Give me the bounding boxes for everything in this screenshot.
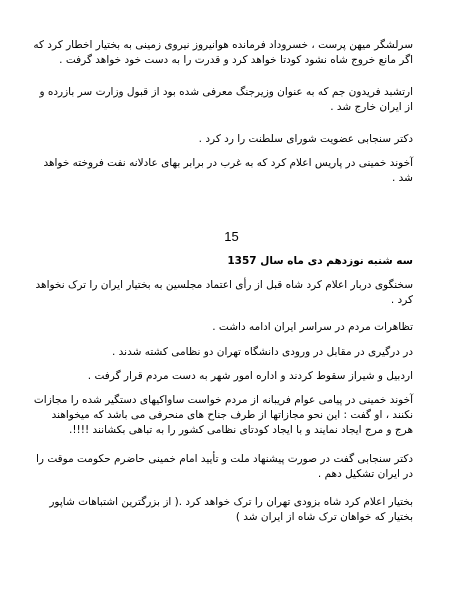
paragraph-university-clash [45,345,413,360]
paragraph-line: ارتشبد فریدون جم که به عنوان وزیرجنگ معرفی شده بود از قبول وزارت سر بازرده و [39,86,413,98]
paragraph-line: تظاهرات مردم در سراسر ایران ادامه داشت . [212,321,413,333]
paragraph-sanjabi-council [45,132,413,147]
paragraph-demonstrations [45,320,413,335]
paragraph-line: سرلشگر میهن پرست ، خسروداد فرمانده هوانیروز نیروی زمینی به بختیار اخطار کرد که [33,39,413,51]
paragraph-line: از ایران خارج شد . [330,101,413,113]
paragraph-line: اردبیل و شیراز سقوط کردند و اداره امور شهر به دست مردم قرار گرفت . [87,370,413,382]
paragraph-court-spokesman [35,278,413,308]
section-heading-text: سه شنبه نوزدهم دی ماه سال 1357 [227,255,413,267]
paragraph-jam-resignation [39,85,413,115]
paragraph-line: اگر مانع خروج شاه نشود کودتا خواهد کرد و قدرت را به دست خود خواهد گرفت . [59,54,413,66]
page-number: 15 [224,229,239,244]
paragraph-line: در درگیری در مقابل در ورودی دانشگاه تهران دو نظامی کشته شدند . [112,346,413,358]
section-heading [45,254,413,269]
paragraph-khosrodad-warning [33,38,413,68]
paragraph-line: آخوند خمینی در پاریس اعلام کرد که به غرب در برابر بهای عادلانه نفت فروخته خواهد [43,157,413,169]
paragraph-line: دکتر سنجابی عضویت شورای سلطنت را رد کرد . [198,133,413,145]
paragraph-line: کرد . [390,294,413,306]
paragraph-line: دکتر سنجابی گفت در صورت پیشنهاد ملت و تأیید امام خمینی حاضرم حکومت موقت را [36,453,413,465]
paragraph-khomeini-oil [45,156,413,186]
paragraph-line: سخنگوی دربار اعلام کرد شاه قبل از رأی اعتماد مجلسین به بختیار ایران را ترک نخواهد [35,279,413,291]
paragraph-ardabil-shiraz [45,369,413,384]
paragraph-line: شد . [392,172,413,184]
paragraph-sanjabi-government [36,452,413,482]
paragraph-line: هرج و مرج ایجاد نمایند و با ایجاد کودتای نظامی کشور را به تباهی بکشانند !!!!. [68,424,413,436]
paragraph-khomeini-message [33,393,413,438]
paragraph-line: در ایران تشکیل دهم . [317,468,413,480]
paragraph-line: آخوند خمینی در پیامی عوام فریبانه از مردم خواست ساواکیهای دستگیر شده را مجازات [33,394,413,406]
paragraph-line: نکنند ، او گفت : این نحو مجازاتها از طرف جناح های منحرفی می باشد که میخواهند [51,409,413,421]
paragraph-bakhtiar-announcement [45,495,413,525]
paragraph-line: بختیار که خواهان ترک شاه از ایران شد ) [235,511,413,523]
paragraph-line: بختیار اعلام کرد شاه بزودی تهران را ترک خواهد کرد .( از بزرگترین اشتباهات شاپور [49,496,413,508]
